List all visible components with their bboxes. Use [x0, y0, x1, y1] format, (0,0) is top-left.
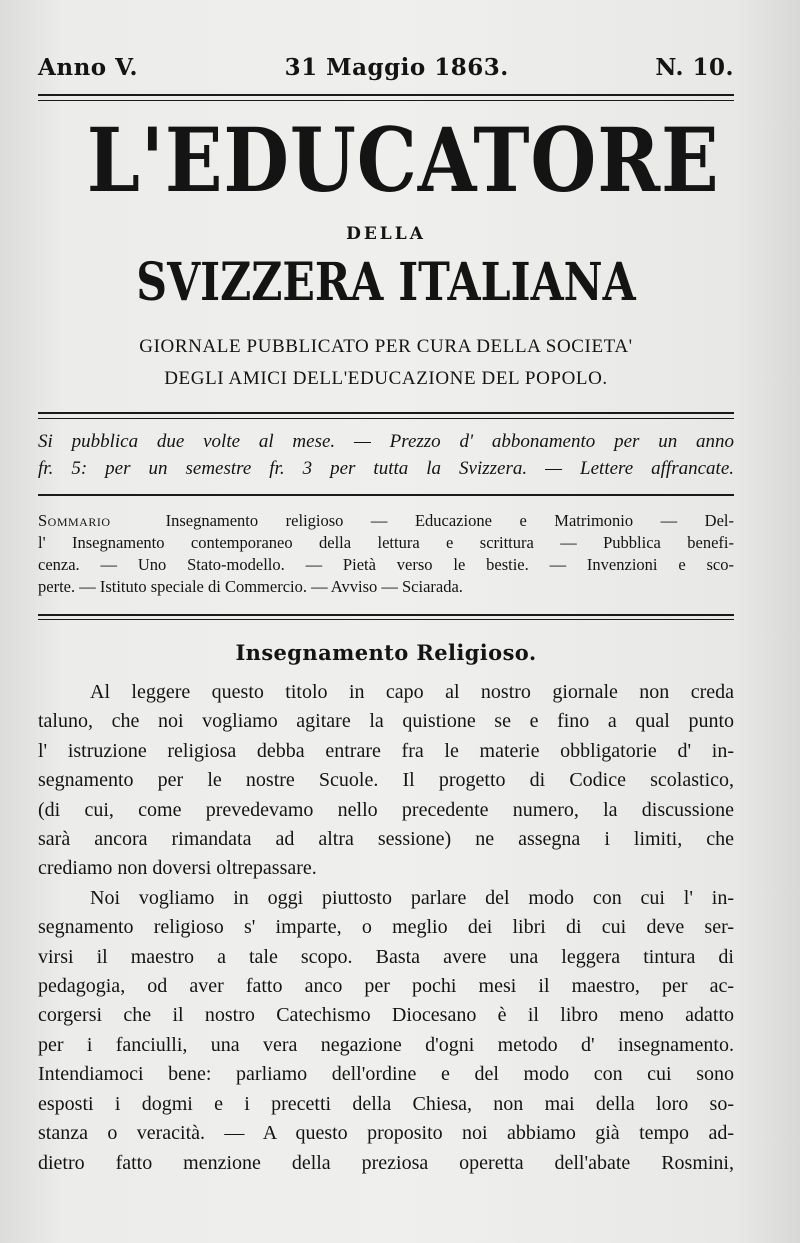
article-line: segnamento per le nostre Scuole. Il progetto di Codice scolastico,	[38, 769, 734, 792]
summary-rule-thick	[38, 614, 734, 616]
volume-label: Anno V.	[38, 54, 138, 81]
article-line: pedagogia, od aver fatto anco per pochi mesi il maestro, per ac-	[38, 975, 734, 998]
summary-line-1: Insegnamento religioso — Educazione e Matrimonio — Del-	[165, 511, 734, 530]
masthead-subtitle: SVIZZERA ITALIANA	[136, 252, 636, 313]
article-line: crediamo non doversi oltrepassare.	[38, 857, 317, 880]
article-line: l' istruzione religiosa debba entrare fra le materie obbligatorie d' in-	[38, 739, 734, 762]
summary-line-2: l' Insegnamento contemporaneo della lettura e scrittura — Pubblica benefi-	[38, 533, 734, 552]
top-rule-thin	[38, 100, 734, 101]
summary-label: Sommario	[38, 511, 111, 530]
article-line: dietro fatto menzione della preziosa operetta dell'abate Rosmini,	[38, 1151, 734, 1174]
article-line: (di cui, come prevedevamo nello precedente numero, la discussione	[38, 798, 734, 821]
publication-info	[38, 428, 734, 482]
top-rule-thick	[38, 94, 734, 96]
summary-line-3: cenza. — Uno Stato-modello. — Pietà verso le bestie. — Invenzioni e sco-	[38, 555, 734, 574]
masthead-rule-thin	[38, 418, 734, 419]
article-body	[38, 678, 734, 1178]
summary-line-4: perte. — Istituto speciale di Commercio. — Avviso — Sciarada.	[38, 577, 463, 596]
dateline	[38, 54, 734, 88]
masthead-della: DELLA	[346, 224, 426, 244]
masthead-title: L'EDUCATORE	[86, 108, 720, 212]
tagline-line-2: DEGLI AMICI DELL'EDUCAZIONE DEL POPOLO.	[164, 368, 608, 389]
article-heading: Insegnamento Religioso.	[235, 640, 537, 665]
publication-rule	[38, 494, 734, 496]
article-line: esposti i dogmi e i precetti della Chiesa, non mai della loro so-	[38, 1092, 734, 1115]
summary-block	[38, 510, 734, 598]
article-line: segnamento religioso s' imparte, o meglio dei libri di cui deve ser-	[38, 916, 734, 939]
article-line: per i fanciulli, una vera negazione d'ogni metodo d' insegnamento.	[38, 1033, 734, 1056]
article-line: stanza o veracità. — A questo proposito noi abbiamo già tempo ad-	[38, 1122, 734, 1145]
article-line: virsi il maestro a tale scopo. Basta avere una leggera tintura di	[38, 945, 734, 968]
article-line: sarà ancora rimandata ad altra sessione) ne assegna i limiti, che	[38, 828, 734, 851]
article-line: taluno, che noi vogliamo agitare la quistione se e fino a qual punto	[38, 710, 734, 733]
issue-date: 31 Maggio 1863.	[284, 54, 509, 81]
article-line: corgersi che il nostro Catechismo Diocesano è il libro meno adatto	[38, 1004, 734, 1027]
tagline-line-1: GIORNALE PUBBLICATO PER CURA DELLA SOCIETA'	[139, 336, 633, 357]
publication-line-2: fr. 5: per un semestre fr. 3 per tutta la Svizzera. — Lettere affrancate.	[38, 458, 734, 479]
article-line: Al leggere questo titolo in capo al nostro giornale non creda	[90, 681, 734, 703]
issue-number: N. 10.	[655, 54, 734, 81]
publication-line-1: Si pubblica due volte al mese. — Prezzo d' abbonamento per un anno	[38, 431, 734, 452]
masthead-rule-thick	[38, 412, 734, 414]
article-line: Intendiamoci bene: parliamo dell'ordine e del modo con cui sono	[38, 1063, 734, 1086]
summary-rule-thin	[38, 619, 734, 620]
article-line: Noi vogliamo in oggi piuttosto parlare del modo con cui l' in-	[90, 886, 734, 909]
